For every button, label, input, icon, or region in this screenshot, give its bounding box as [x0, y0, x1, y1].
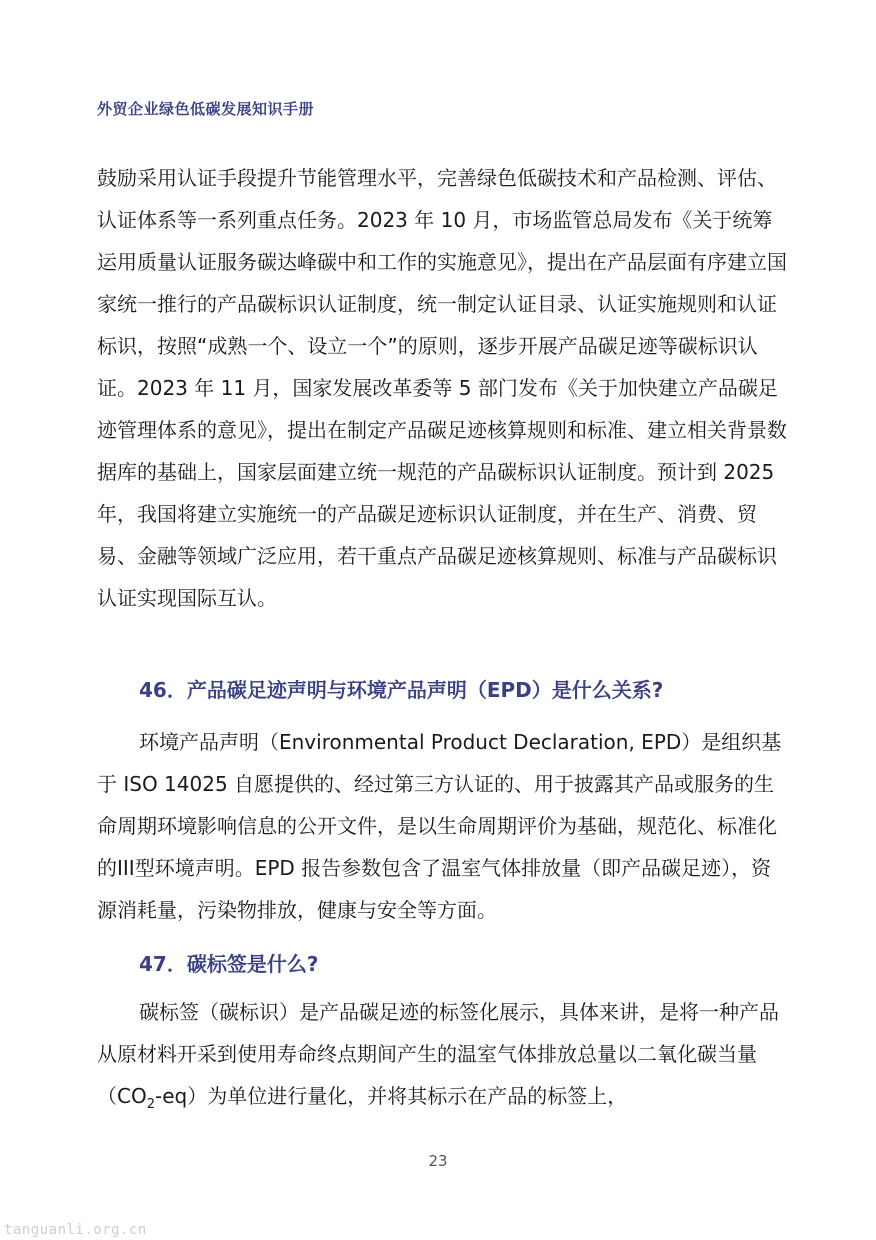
paragraph-carbon-label-part1: 碳标签（碳标识）是产品碳足迹的标签化展示，具体来讲，是将一种产品从原材料开采到使用寿命终点期间产生的温室气体排放总量以二氧化碳当量（CO: [97, 1000, 779, 1108]
paragraph-certification-policy: 鼓励采用认证手段提升节能管理水平，完善绿色低碳技术和产品检测、评估、认证体系等一系列重点任务。2023 年 10 月，市场监管总局发布《关于统筹运用质量认证服务碳达峰碳中和工作的实施意见》，提出在产品层面有序建立国家统一推行的产品碳标识认证制度，统一制定认证目录、认证实施规则和认证标识，按照“成熟一个、设立一个”的原则，逐步开展产品碳足迹等碳标识认证。2023 年 11 月，国家发展改革委等 5 部门发布《关于加快建立产品碳足迹管理体系的意见》，提出在制定产品碳足迹核算规则和标准、建立相关背景数据库的基础上，国家层面建立统一规范的产品碳标识认证制度。预计到 2025 年，我国将建立实施统一的产品碳足迹标识认证制度，并在生产、消费、贸易、金融等领域广泛应用，若干重点产品碳足迹核算规则、标准与产品碳标识认证实现国际互认。: [97, 166, 787, 610]
section-heading-46: 46．产品碳足迹声明与环境产品声明（EPD）是什么关系?: [139, 678, 664, 702]
section-heading-47: 47．碳标签是什么?: [139, 952, 319, 976]
body-text-block: [97, 991, 787, 1117]
page-number: 23: [428, 1152, 448, 1170]
watermark-text: tanguanli.org.cn: [4, 1222, 147, 1238]
paragraph-carbon-label-part2: -eq）为单位进行量化，并将其标示在产品的标签上，: [155, 1084, 628, 1108]
body-text-block: [97, 721, 787, 931]
co2-subscript: 2: [146, 1097, 155, 1112]
paragraph-epd-definition: 环境产品声明（Environmental Product Declaration, EPD）是组织基于 ISO 14025 自愿提供的、经过第三方认证的、用于披露其产品或服务的生命周期环境影响信息的公开文件，是以生命周期评价为基础，规范化、标准化的III型环境声明。EPD 报告参数包含了温室气体排放量（即产品碳足迹），资源消耗量，污染物排放，健康与安全等方面。: [97, 730, 782, 922]
body-text-block: [97, 157, 787, 619]
paragraph-carbon-label: [97, 991, 787, 1117]
running-header: 外贸企业绿色低碳发展知识手册: [97, 100, 315, 118]
